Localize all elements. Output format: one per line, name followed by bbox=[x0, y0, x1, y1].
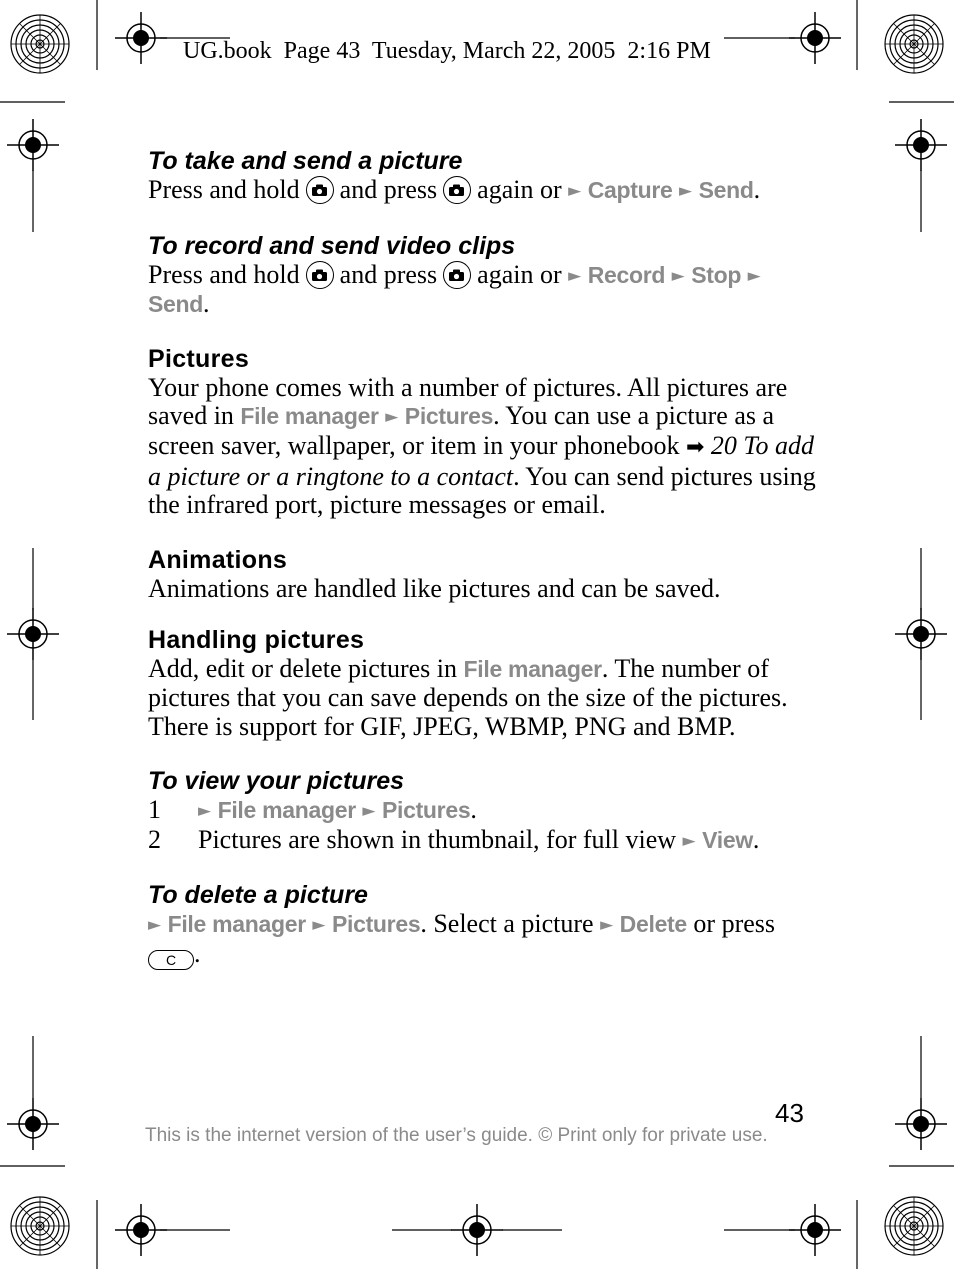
running-head: UG.book Page 43 Tuesday, March 22, 2005 2:16 PM bbox=[183, 38, 711, 64]
registration-mark-bottom-1 bbox=[115, 1204, 167, 1256]
menu-stop: Stop bbox=[691, 261, 742, 288]
heading-record-video: To record and send video clips bbox=[148, 231, 516, 260]
menu-file-manager: File manager bbox=[463, 656, 602, 683]
section-delete-picture bbox=[148, 880, 828, 970]
camera-key-icon bbox=[306, 176, 334, 204]
registration-mark-right-3 bbox=[895, 1098, 947, 1150]
menu-arrow-icon: ► bbox=[568, 181, 582, 201]
paragraph-record-video: Press and hold and press again or ► Record ► Stop ► Send. bbox=[148, 259, 761, 319]
heading-pictures: Pictures bbox=[148, 344, 250, 373]
registration-mark-right-2 bbox=[895, 608, 947, 660]
menu-file-manager: File manager bbox=[167, 911, 306, 938]
section-pictures bbox=[148, 344, 828, 520]
heading-delete-picture: To delete a picture bbox=[148, 881, 368, 910]
menu-arrow-icon: ► bbox=[568, 265, 582, 286]
heading-animations: Animations bbox=[148, 545, 288, 574]
reference-arrow-icon: ➡ bbox=[685, 434, 705, 460]
menu-pictures: Pictures bbox=[381, 797, 471, 824]
menu-arrow-icon: ► bbox=[148, 915, 162, 936]
registration-mark-bottom-2 bbox=[451, 1204, 503, 1256]
page-body bbox=[148, 146, 828, 970]
menu-capture: Capture bbox=[587, 177, 673, 203]
section-animations bbox=[148, 545, 828, 604]
step-text: ► File manager ► Pictures. bbox=[198, 795, 477, 825]
paragraph-handling-pictures: Add, edit or delete pictures in File manager. The number of pictures that you can save depends on the size of the pictures. There is support for GIF, JPEG, WBMP, PNG and BMP. bbox=[148, 654, 788, 741]
cross-reference[interactable]: 20 To add a picture or a ringtone to a contact bbox=[148, 430, 814, 491]
step-text: Pictures are shown in thumbnail, for full view ► View. bbox=[198, 824, 760, 854]
registration-mark-right-1 bbox=[895, 119, 947, 171]
menu-pictures: Pictures bbox=[331, 911, 421, 938]
heading-handling-pictures: Handling pictures bbox=[148, 626, 365, 655]
list-item bbox=[148, 796, 828, 826]
menu-send: Send bbox=[698, 177, 754, 203]
starburst-mark-top-left bbox=[11, 15, 69, 73]
menu-arrow-icon: ► bbox=[671, 265, 685, 286]
registration-mark-top-1 bbox=[115, 12, 167, 64]
list-item bbox=[148, 826, 828, 856]
camera-key-icon bbox=[443, 176, 471, 204]
heading-take-picture: To take and send a picture bbox=[148, 147, 463, 175]
menu-arrow-icon: ► bbox=[600, 915, 614, 936]
registration-mark-left-2 bbox=[7, 608, 59, 660]
starburst-mark-bottom-left bbox=[11, 1197, 69, 1255]
menu-send: Send bbox=[148, 291, 204, 318]
starburst-mark-top-right bbox=[885, 15, 943, 73]
section-handling-pictures bbox=[148, 625, 828, 741]
camera-key-icon bbox=[306, 261, 334, 289]
section-record-video bbox=[148, 231, 828, 319]
menu-record: Record bbox=[587, 261, 666, 288]
page-number: 43 bbox=[775, 1098, 804, 1128]
menu-arrow-icon: ► bbox=[312, 915, 326, 936]
menu-delete: Delete bbox=[619, 911, 687, 938]
menu-arrow-icon: ► bbox=[682, 830, 696, 851]
registration-mark-left-3 bbox=[7, 1098, 59, 1150]
paragraph-take-picture: Press and hold and press again or ► Capture ► Send. bbox=[148, 175, 761, 204]
paragraph-delete-picture: ► File manager ► Pictures. Select a picture ► Delete or press C . bbox=[148, 909, 775, 968]
menu-arrow-icon: ► bbox=[198, 801, 212, 822]
section-take-picture bbox=[148, 146, 828, 206]
camera-key-icon bbox=[443, 261, 471, 289]
paragraph-pictures: Your phone comes with a number of pictures. All pictures are saved in File manager ► Pictures. You can use a picture as a screen saver, wallpaper, or item in your phonebook ➡ 20 To add a picture or a ringtone to a contact. You can send pictures using the infrared port, picture messages or email. bbox=[148, 372, 816, 520]
heading-view-pictures: To view your pictures bbox=[148, 767, 405, 796]
menu-arrow-icon: ► bbox=[362, 801, 376, 822]
c-key-icon: C bbox=[148, 950, 194, 970]
registration-mark-left-1 bbox=[7, 119, 59, 171]
step-number: 2 bbox=[148, 824, 161, 854]
paragraph-animations: Animations are handled like pictures and can be saved. bbox=[148, 573, 721, 603]
menu-view: View bbox=[702, 826, 753, 853]
menu-file-manager: File manager bbox=[240, 403, 379, 430]
registration-mark-top-2 bbox=[789, 12, 841, 64]
menu-arrow-icon: ► bbox=[679, 181, 693, 201]
registration-mark-bottom-3 bbox=[789, 1204, 841, 1256]
step-number: 1 bbox=[148, 795, 161, 825]
menu-file-manager: File manager bbox=[217, 797, 356, 824]
menu-arrow-icon: ► bbox=[747, 265, 761, 286]
menu-arrow-icon: ► bbox=[385, 407, 399, 428]
section-view-pictures bbox=[148, 766, 828, 855]
footer-notice: This is the internet version of the user’s guide. © Print only for private use. bbox=[145, 1125, 768, 1146]
menu-pictures: Pictures bbox=[404, 403, 494, 430]
starburst-mark-bottom-right bbox=[885, 1197, 943, 1255]
